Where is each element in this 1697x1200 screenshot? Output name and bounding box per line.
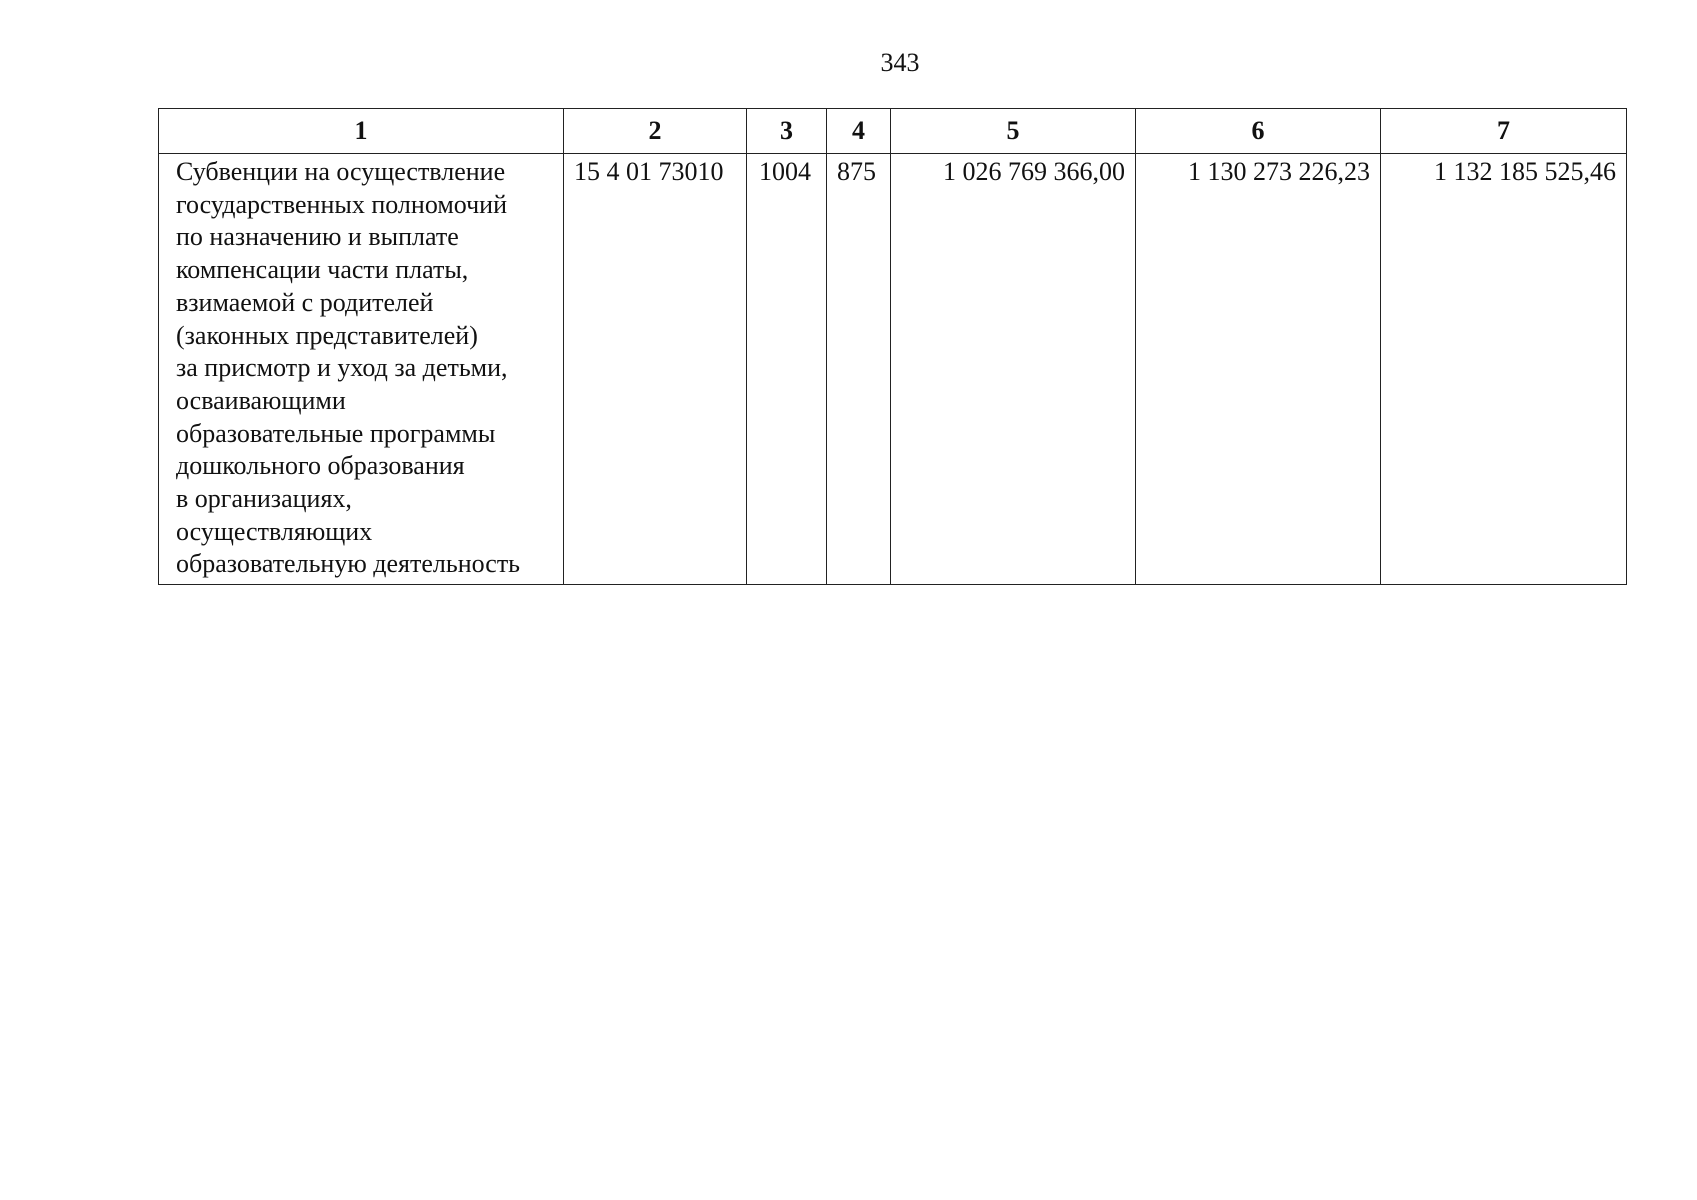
header-col-2: 2	[564, 109, 747, 154]
row-name-line: взимаемой с родителей	[176, 287, 434, 317]
row-name-line: государственных полномочий	[176, 189, 508, 219]
section-cell: 1004	[747, 154, 827, 585]
header-col-7: 7	[1381, 109, 1627, 154]
header-col-4: 4	[827, 109, 891, 154]
header-col-5: 5	[891, 109, 1136, 154]
row-name-line: образовательные программы	[176, 418, 496, 448]
row-name-line: образовательную деятельность	[176, 549, 521, 579]
row-name-line: за присмотр и уход за детьми,	[176, 353, 508, 383]
row-name-line: по назначению и выплате	[176, 222, 459, 252]
page-number: 343	[880, 48, 920, 77]
row-name-line: дошкольного образования	[176, 451, 465, 481]
header-col-1: 1	[159, 109, 564, 154]
row-name-line: компенсации части платы,	[176, 255, 469, 285]
table-header-row	[159, 109, 1627, 154]
expense-type-cell: 875	[827, 154, 891, 585]
row-name-line: осваивающими	[176, 385, 346, 415]
row-name-line: осуществляющих	[176, 516, 373, 546]
budget-table-container	[158, 108, 1626, 585]
budget-table	[158, 108, 1627, 585]
row-name-line: Субвенции на осуществление	[176, 157, 506, 186]
row-name-line: (законных представителей)	[176, 320, 478, 350]
amount-2-cell: 1 130 273 226,23	[1136, 154, 1381, 585]
table-row	[159, 154, 1627, 585]
header-col-6: 6	[1136, 109, 1381, 154]
amount-1-cell: 1 026 769 366,00	[891, 154, 1136, 585]
amount-3-cell: 1 132 185 525,46	[1381, 154, 1627, 585]
row-name-cell	[159, 154, 564, 585]
row-name-line: в организациях,	[176, 484, 352, 514]
target-article-cell: 15 4 01 73010	[564, 154, 747, 585]
header-col-3: 3	[747, 109, 827, 154]
